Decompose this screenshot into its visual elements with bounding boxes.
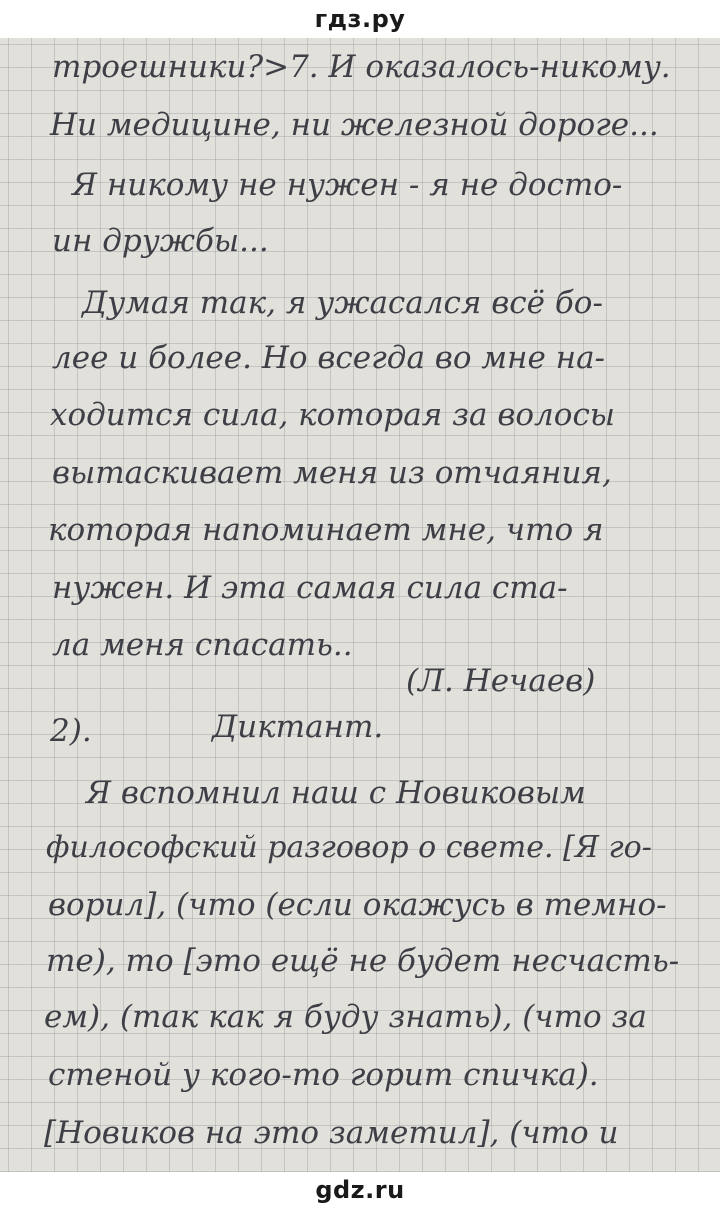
text-line: ходится сила, которая за волосы [50, 397, 616, 433]
site-footer [0, 1172, 720, 1207]
text-line: ин дружбы... [52, 223, 269, 259]
text-line: философский разговор о свете. [Я го- [46, 830, 652, 865]
text-line: Думая так, я ужасался всё бо- [82, 285, 603, 321]
text-line: [Новиков на это заметил], (что и [44, 1115, 619, 1151]
text-line: троешники?>7. И оказалось-никому. [52, 49, 671, 85]
text-line: Я никому не нужен - я не досто- [72, 167, 623, 203]
text-line: ла меня спасать.. [52, 627, 353, 663]
section-heading: Диктант. [212, 709, 384, 745]
text-line: которая напоминает мне, что я [48, 512, 604, 548]
site-watermark-bottom: gdz.ru [315, 1175, 405, 1204]
text-line: Я вспомнил наш с Новиковым [86, 775, 586, 811]
text-line: ем), (так как я буду знать), (что за [44, 999, 647, 1035]
text-line: вытаскивает меня из отчаяния, [52, 455, 612, 491]
text-line: Ни медицине, ни железной дороге... [50, 107, 659, 143]
site-header [0, 0, 720, 38]
text-line: стеной у кого-то горит спичка). [48, 1057, 599, 1093]
text-line: нужен. И эта самая сила ста- [52, 570, 568, 606]
item-number: 2). [50, 713, 92, 749]
notebook-page [0, 38, 720, 1172]
text-line: те), то [это ещё не будет несчасть- [46, 943, 680, 979]
author-signature: (Л. Нечаев) [406, 663, 596, 699]
site-watermark-top: гдз.ру [314, 5, 406, 33]
text-line: ворил], (что (если окажусь в темно- [48, 887, 667, 923]
text-line: лее и более. Но всегда во мне на- [52, 340, 606, 376]
